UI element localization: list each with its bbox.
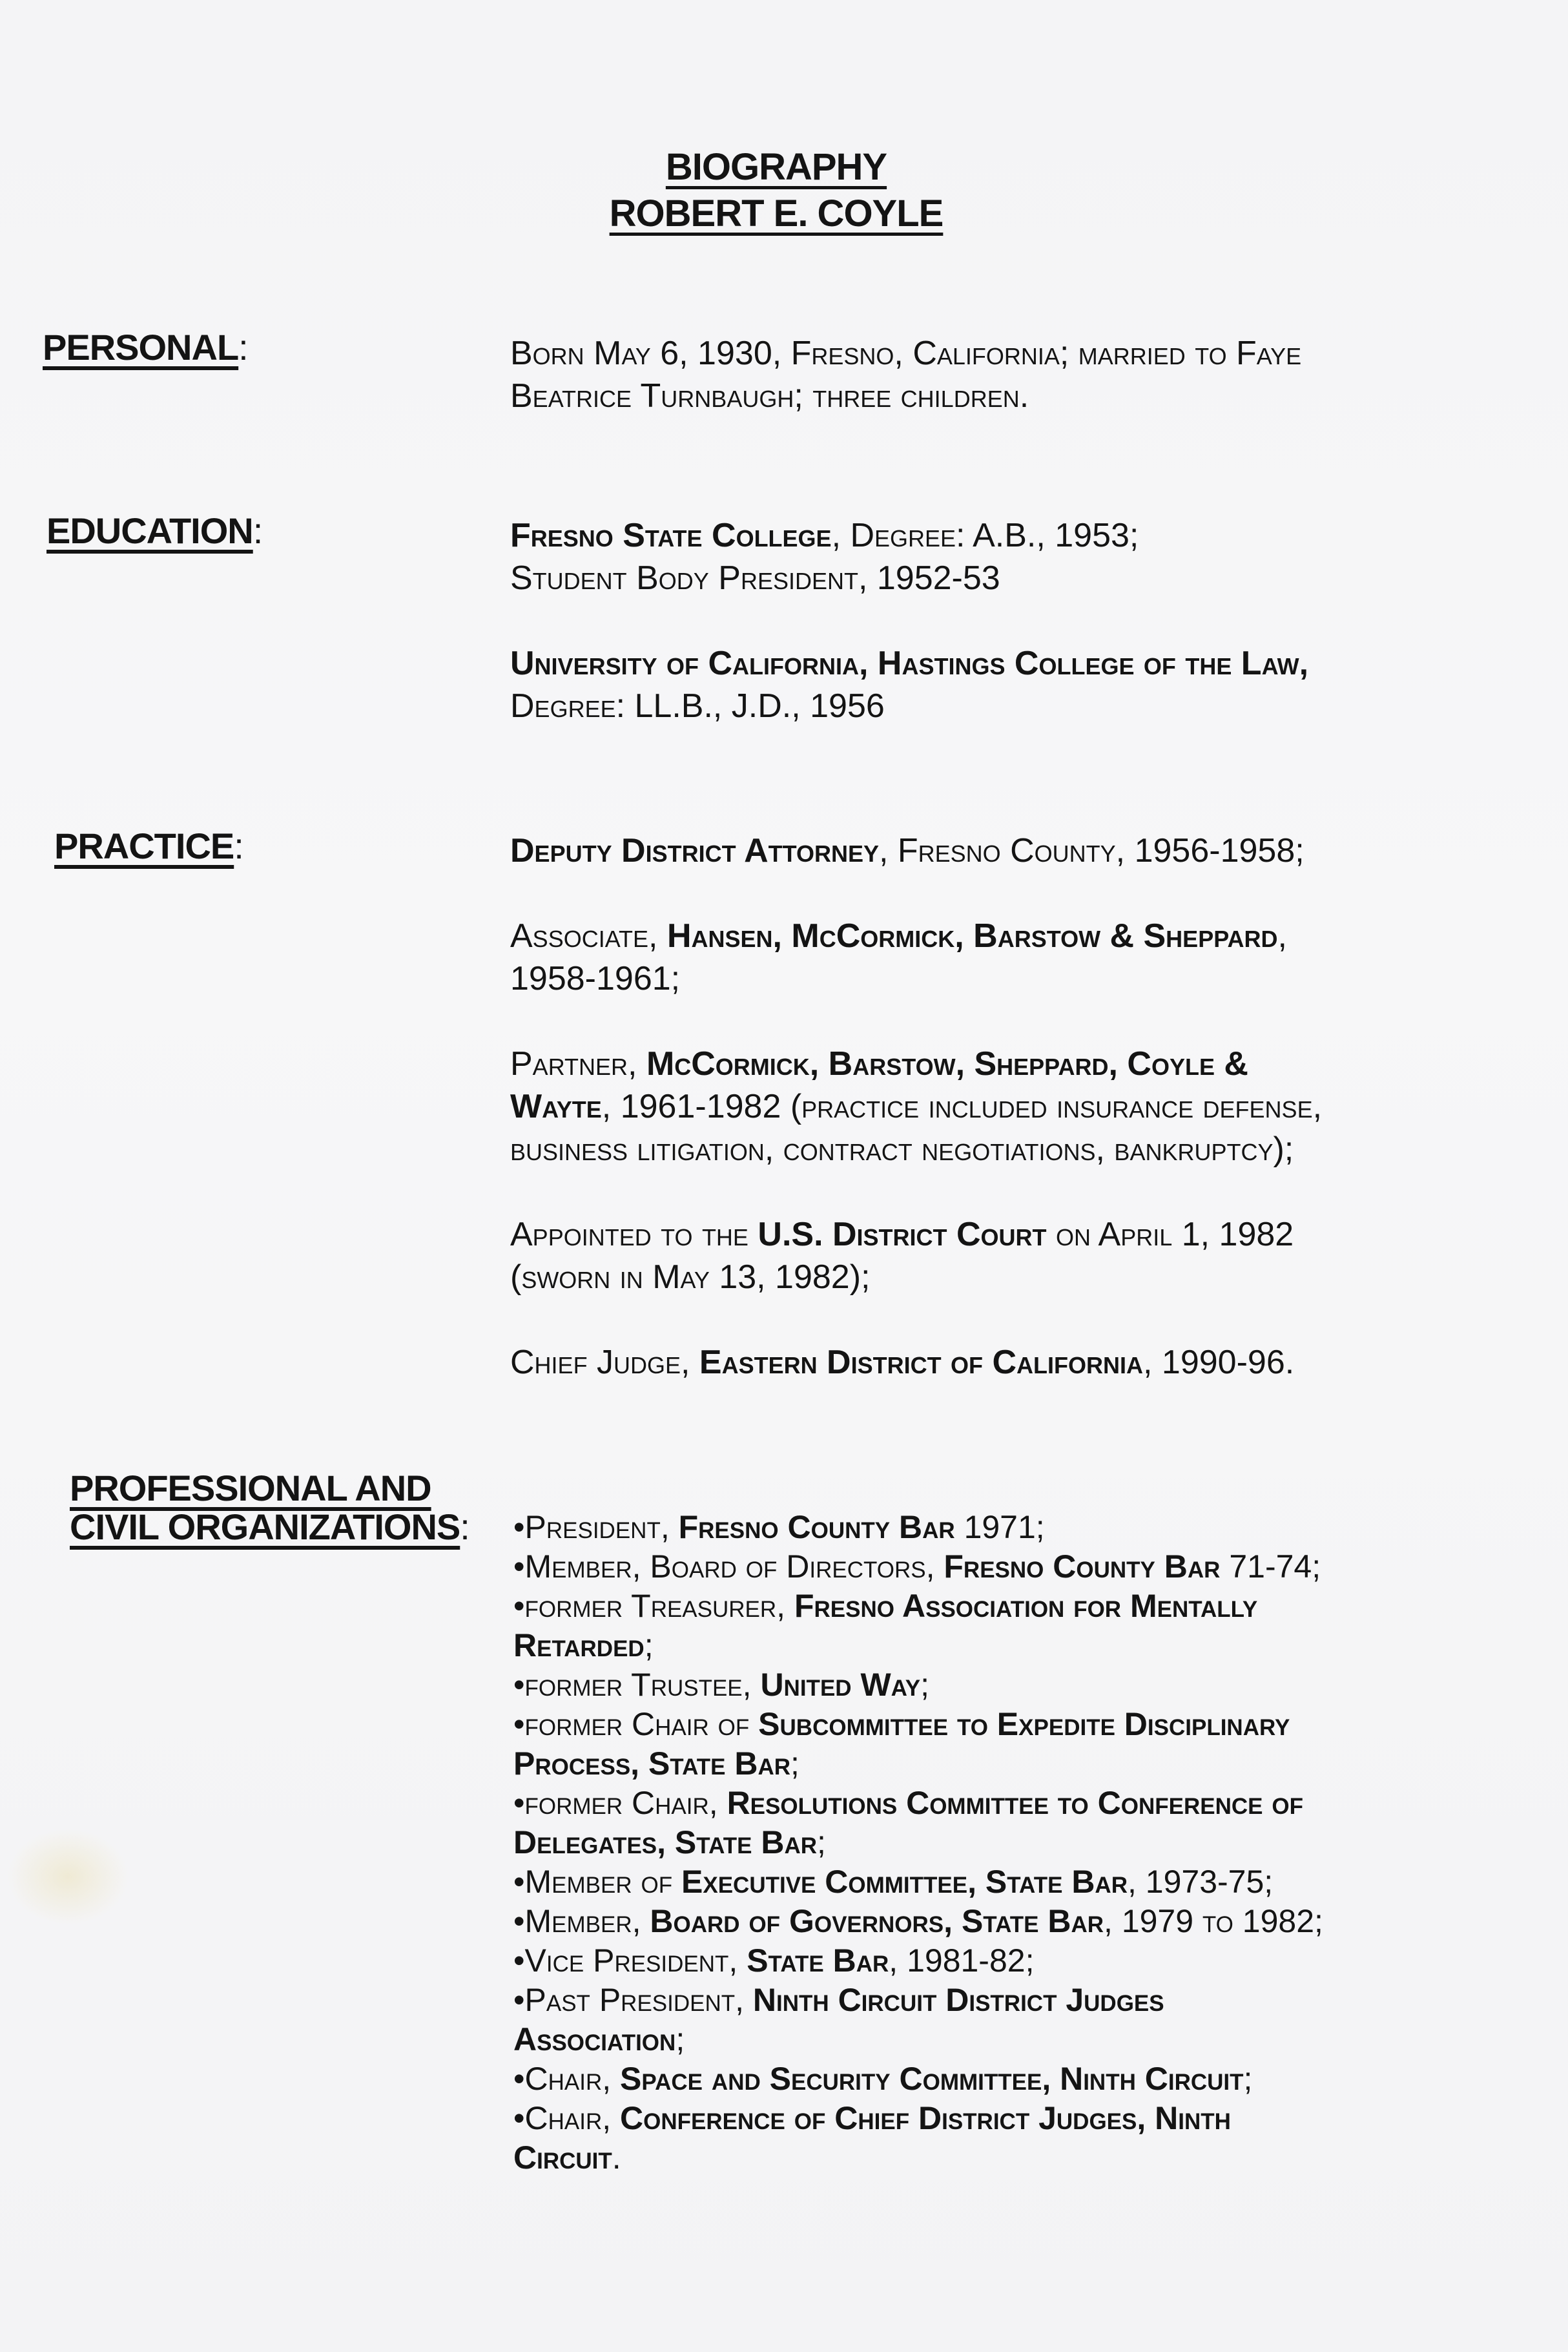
organization-line: •Past President, Ninth Circuit District Judges	[513, 1982, 1164, 2018]
personal-line-2: Beatrice Turnbaugh; three children.	[510, 377, 1029, 415]
subject-name: ROBERT E. COYLE	[609, 193, 944, 234]
personal-content	[510, 332, 1543, 417]
organization-line: Retarded;	[513, 1627, 654, 1663]
education-label: EDUCATION:	[46, 510, 263, 551]
organization-line: •President, Fresno County Bar 1971;	[513, 1509, 1045, 1545]
personal-line-1: Born May 6, 1930, Fresno, California; married to Faye	[510, 335, 1302, 372]
practice-item-3: Partner, McCormick, Barstow, Sheppard, Coyle &	[510, 1045, 1248, 1083]
organization-line: •Chair, Space and Security Committee, Ninth Circuit;	[513, 2061, 1253, 2097]
organization-line: Circuit.	[513, 2139, 621, 2176]
organization-line: •Member, Board of Directors, Fresno County Bar 71-74;	[513, 1548, 1321, 1585]
organizations-list	[513, 1508, 1521, 2178]
organization-line: Delegates, State Bar;	[513, 1824, 826, 1860]
organization-line: •Chair, Conference of Chief District Judges, Ninth	[513, 2100, 1231, 2136]
practice-item-4: Appointed to the U.S. District Court on April 1, 1982	[510, 1216, 1294, 1253]
organizations-label: PROFESSIONAL AND CIVIL ORGANIZATIONS:	[70, 1468, 469, 1547]
organization-line: Process, State Bar;	[513, 1745, 799, 1782]
education-line-4: Degree: LL.B., J.D., 1956	[510, 687, 885, 725]
education-line-2: Student Body President, 1952-53	[510, 559, 1000, 597]
organization-line: Association;	[513, 2021, 685, 2057]
organization-line: •former Trustee, United Way;	[513, 1667, 929, 1703]
personal-label: PERSONAL:	[43, 327, 248, 368]
practice-item-5: Chief Judge, Eastern District of California, 1990-96.	[510, 1344, 1295, 1381]
organization-line: •Member of Executive Committee, State Bar, 1973-75;	[513, 1864, 1274, 1900]
practice-content: Deputy District Attorney, Fresno County, 1956-1958; Associate, Hansen, McCormick, Barstow & Sheppard, 1958-1961; Partner, McCormick, Barstow, Sheppard, Coyle & Wayte, 1961-1982 (practice included insurance defense, business litigation, contract negotiations, bankruptcy); Appointed to the U.S. District Court on April 1, 1982 (sworn in May 13, 1982); Chief Judge, Eastern District of California, 1990-96.	[510, 829, 1543, 1384]
organization-line: •former Chair, Resolutions Committee to Conference of	[513, 1785, 1304, 1821]
organization-line: •former Chair of Subcommittee to Expedite Disciplinary	[513, 1706, 1290, 1742]
practice-item-2: Associate, Hansen, McCormick, Barstow & Sheppard,	[510, 917, 1287, 955]
paper-stain	[6, 1828, 129, 1925]
organization-line: •Member, Board of Governors, State Bar, 1979 to 1982;	[513, 1903, 1323, 1939]
organization-line: •Vice President, State Bar, 1981-82;	[513, 1942, 1035, 1979]
document-title: BIOGRAPHY	[665, 146, 887, 188]
education-school-1: Fresno State College	[510, 517, 832, 554]
practice-label: PRACTICE:	[54, 826, 243, 866]
education-school-2: University of California, Hastings College of the Law,	[510, 645, 1309, 682]
education-content: Fresno State College, Degree: A.B., 1953; Student Body President, 1952-53 University of California, Hastings College of the Law, Degree: LL.B., J.D., 1956	[510, 514, 1543, 727]
practice-item-1: Deputy District Attorney, Fresno County, 1956-1958;	[510, 832, 1305, 869]
organization-line: •former Treasurer, Fresno Association for Mentally	[513, 1588, 1258, 1624]
